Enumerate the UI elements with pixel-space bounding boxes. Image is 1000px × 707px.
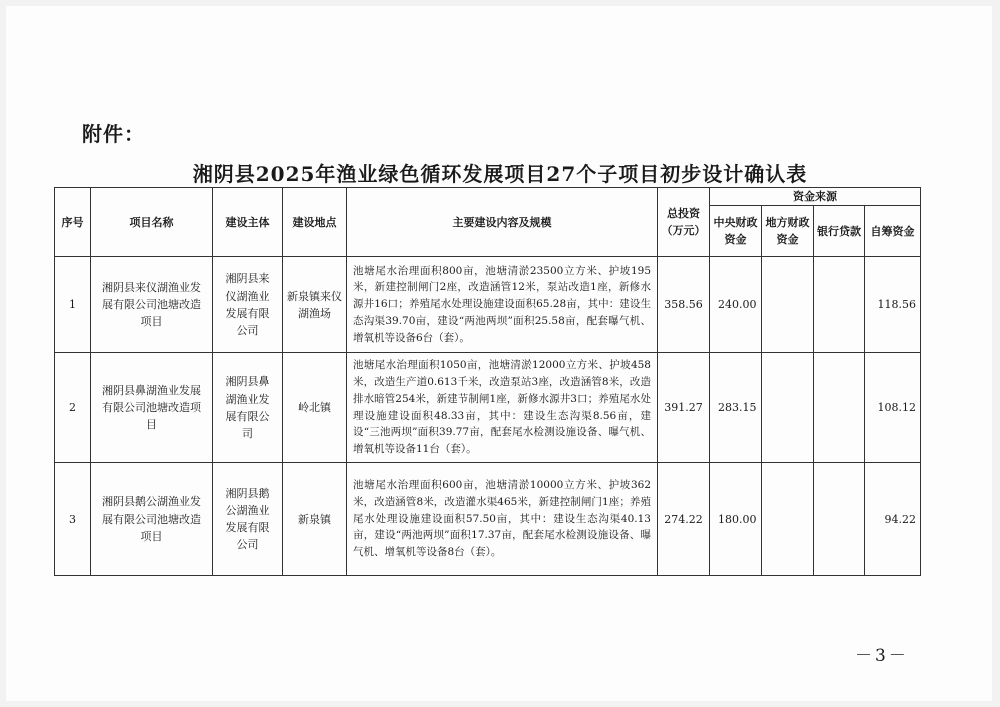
row-bank — [814, 463, 865, 576]
header-project-name: 项目名称 — [91, 188, 213, 257]
table-row — [55, 463, 921, 576]
row-bank — [814, 257, 865, 353]
header-self-fund: 自筹资金 — [865, 206, 921, 257]
table-row — [55, 353, 921, 463]
row-total: 391.27 — [658, 353, 710, 463]
row-entity: 湘阴县鼻湖渔业发展有限公司 — [213, 353, 283, 463]
row-project-name: 湘阴县来仪湖渔业发展有限公司池塘改造项目 — [91, 257, 213, 353]
header-no: 序号 — [55, 188, 91, 257]
row-entity: 湘阴县鹅公湖渔业发展有限公司 — [213, 463, 283, 576]
document-title: 湘阴县2025年渔业绿色循环发展项目27个子项目初步设计确认表 — [192, 162, 808, 186]
row-location: 新泉镇来仪湖渔场 — [283, 257, 347, 353]
row-content: 池塘尾水治理面积600亩，池塘清淤10000立方米、护坡362米，改造涵管8米，改造灌水渠465米，新建控制闸门1座；养殖尾水处理设施建设面积57.50亩，其中：建设生态沟渠40.13亩，建设“两池两坝”面积17.37亩，配套尾水检测设施设备、曝气机、增氧机等设备8台（套）。 — [347, 463, 658, 576]
row-project-name: 湘阴县鹅公湖渔业发展有限公司池塘改造项目 — [91, 463, 213, 576]
row-central: 180.00 — [710, 463, 762, 576]
row-local — [762, 353, 814, 463]
row-self: 108.12 — [865, 353, 921, 463]
header-entity: 建设主体 — [213, 188, 283, 257]
header-bank-loan: 银行贷款 — [814, 206, 865, 257]
row-bank — [814, 353, 865, 463]
row-entity: 湘阴县来仪湖渔业发展有限公司 — [213, 257, 283, 353]
header-content: 主要建设内容及规模 — [347, 188, 658, 257]
row-local — [762, 257, 814, 353]
row-central: 283.15 — [710, 353, 762, 463]
header-location: 建设地点 — [283, 188, 347, 257]
header-local-fund: 地方财政资金 — [762, 206, 814, 257]
row-no: 2 — [55, 353, 91, 463]
row-self: 118.56 — [865, 257, 921, 353]
row-total: 358.56 — [658, 257, 710, 353]
row-content: 池塘尾水治理面积1050亩，池塘清淤12000立方米、护坡458米，改造生产道0.613千米，改造泵站3座，改造涵管8米，改造排水暗管254米，新建节制闸1座，新修水源井3口；养殖尾水处理设施建设面积48.33亩，其中：建设生态沟渠8.56亩，建设“三池两坝”面积39.77亩，配套尾水检测设施设备、曝气机、增氧机等设备11台（套）。 — [347, 353, 658, 463]
row-total: 274.22 — [658, 463, 710, 576]
row-no: 1 — [55, 257, 91, 353]
table-row — [55, 257, 921, 353]
row-location: 岭北镇 — [283, 353, 347, 463]
header-central-fund: 中央财政资金 — [710, 206, 762, 257]
attachment-label: 附件： — [82, 122, 145, 146]
row-self: 94.22 — [865, 463, 921, 576]
row-project-name: 湘阴县鼻湖渔业发展有限公司池塘改造项目 — [91, 353, 213, 463]
row-no: 3 — [55, 463, 91, 576]
row-local — [762, 463, 814, 576]
row-location: 新泉镇 — [283, 463, 347, 576]
header-funding-source: 资金来源 — [710, 188, 921, 206]
header-total-investment: 总投资（万元） — [658, 188, 710, 257]
row-central: 240.00 — [710, 257, 762, 353]
page-number: －3－ — [855, 646, 909, 666]
confirmation-table — [54, 187, 921, 576]
row-content: 池塘尾水治理面积800亩，池塘清淤23500立方米、护坡195米，新建控制闸门2座，改造涵管12米，泵站改造1座，新修水源井16口；养殖尾水处理设施建设面积65.28亩，其中：建设生态沟渠39.70亩，建设“两池两坝”面积25.58亩，配套曝气机、增氧机等设备6台（套）。 — [347, 257, 658, 353]
